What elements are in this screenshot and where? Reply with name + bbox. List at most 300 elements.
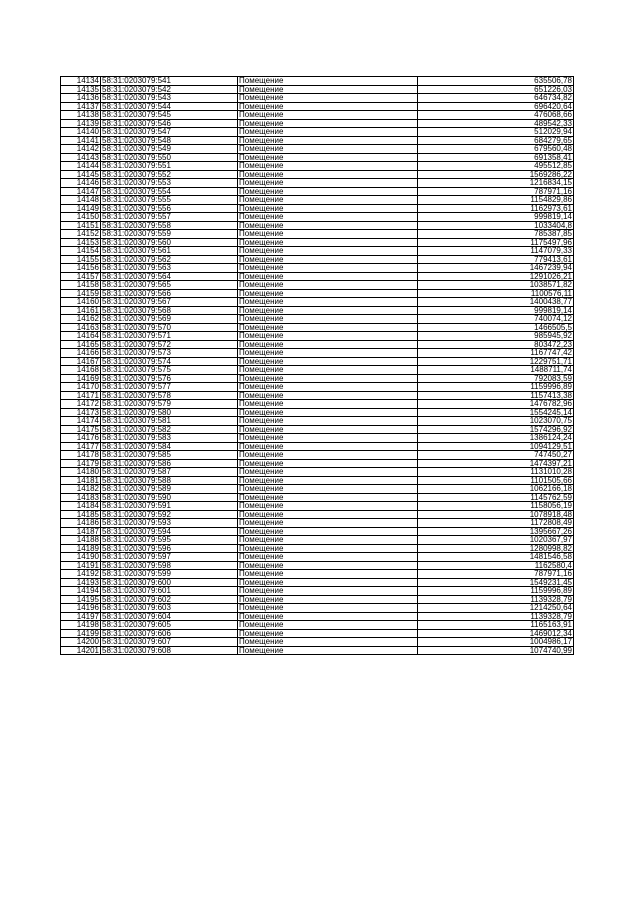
object-type-cell: Помещение xyxy=(238,646,418,655)
cadastral-value-cell: 1162580,4 xyxy=(418,561,574,570)
row-number-cell: 14161 xyxy=(61,306,101,315)
table-row xyxy=(61,621,574,630)
row-number-cell: 14201 xyxy=(61,646,101,655)
object-type-cell: Помещение xyxy=(238,587,418,596)
table-row xyxy=(61,255,574,264)
cadastral-number-cell: 58:31:0203079:608 xyxy=(101,646,238,655)
cadastral-number-cell: 58:31:0203079:545 xyxy=(101,111,238,120)
object-type-cell: Помещение xyxy=(238,638,418,647)
row-number-cell: 14175 xyxy=(61,425,101,434)
object-type-cell: Помещение xyxy=(238,374,418,383)
table-row xyxy=(61,519,574,528)
table-row xyxy=(61,153,574,162)
cadastral-value-cell: 1101505,66 xyxy=(418,476,574,485)
row-number-cell: 14186 xyxy=(61,519,101,528)
object-type-cell: Помещение xyxy=(238,578,418,587)
table-row xyxy=(61,442,574,451)
cadastral-number-cell: 58:31:0203079:562 xyxy=(101,255,238,264)
table-row xyxy=(61,459,574,468)
table-row xyxy=(61,374,574,383)
row-number-cell: 14183 xyxy=(61,493,101,502)
table-row xyxy=(61,306,574,315)
table-row xyxy=(61,425,574,434)
cadastral-number-cell: 58:31:0203079:572 xyxy=(101,340,238,349)
cadastral-value-cell: 1154829,86 xyxy=(418,196,574,205)
cadastral-number-cell: 58:31:0203079:581 xyxy=(101,417,238,426)
object-type-cell: Помещение xyxy=(238,621,418,630)
table-row xyxy=(61,323,574,332)
object-type-cell: Помещение xyxy=(238,417,418,426)
row-number-cell: 14150 xyxy=(61,213,101,222)
table-row xyxy=(61,485,574,494)
object-type-cell: Помещение xyxy=(238,561,418,570)
cadastral-number-cell: 58:31:0203079:561 xyxy=(101,247,238,256)
table-row xyxy=(61,417,574,426)
cadastral-value-cell: 1147079,33 xyxy=(418,247,574,256)
row-number-cell: 14170 xyxy=(61,383,101,392)
cadastral-number-cell: 58:31:0203079:593 xyxy=(101,519,238,528)
cadastral-value-cell: 1469012,34 xyxy=(418,629,574,638)
table-body xyxy=(61,77,574,655)
cadastral-number-cell: 58:31:0203079:578 xyxy=(101,391,238,400)
cadastral-number-cell: 58:31:0203079:586 xyxy=(101,459,238,468)
table-row xyxy=(61,638,574,647)
cadastral-value-cell: 1033404,8 xyxy=(418,221,574,230)
cadastral-number-cell: 58:31:0203079:548 xyxy=(101,136,238,145)
cadastral-number-cell: 58:31:0203079:588 xyxy=(101,476,238,485)
table-row xyxy=(61,383,574,392)
row-number-cell: 14173 xyxy=(61,408,101,417)
cadastral-number-cell: 58:31:0203079:580 xyxy=(101,408,238,417)
row-number-cell: 14138 xyxy=(61,111,101,120)
object-type-cell: Помещение xyxy=(238,357,418,366)
cadastral-number-cell: 58:31:0203079:547 xyxy=(101,128,238,137)
cadastral-value-cell: 1488711,74 xyxy=(418,366,574,375)
object-type-cell: Помещение xyxy=(238,272,418,281)
object-type-cell: Помещение xyxy=(238,510,418,519)
cadastral-value-cell: 1400438,77 xyxy=(418,298,574,307)
row-number-cell: 14149 xyxy=(61,204,101,213)
table-row xyxy=(61,587,574,596)
table-row xyxy=(61,102,574,111)
table-row xyxy=(61,604,574,613)
row-number-cell: 14136 xyxy=(61,94,101,103)
row-number-cell: 14181 xyxy=(61,476,101,485)
cadastral-value-cell: 1395667,26 xyxy=(418,527,574,536)
cadastral-number-cell: 58:31:0203079:594 xyxy=(101,527,238,536)
row-number-cell: 14152 xyxy=(61,230,101,239)
object-type-cell: Помещение xyxy=(238,77,418,86)
cadastral-value-cell: 635506,78 xyxy=(418,77,574,86)
cadastral-value-cell: 1165163,91 xyxy=(418,621,574,630)
cadastral-number-cell: 58:31:0203079:575 xyxy=(101,366,238,375)
cadastral-value-cell: 740074,12 xyxy=(418,315,574,324)
cadastral-number-cell: 58:31:0203079:584 xyxy=(101,442,238,451)
cadastral-value-cell: 1476782,96 xyxy=(418,400,574,409)
cadastral-value-cell: 489542,33 xyxy=(418,119,574,128)
table-row xyxy=(61,366,574,375)
cadastral-value-cell: 1139328,79 xyxy=(418,612,574,621)
object-type-cell: Помещение xyxy=(238,570,418,579)
row-number-cell: 14141 xyxy=(61,136,101,145)
table-row xyxy=(61,570,574,579)
cadastral-number-cell: 58:31:0203079:607 xyxy=(101,638,238,647)
cadastral-value-cell: 646734,82 xyxy=(418,94,574,103)
row-number-cell: 14159 xyxy=(61,289,101,298)
object-type-cell: Помещение xyxy=(238,425,418,434)
object-type-cell: Помещение xyxy=(238,604,418,613)
object-type-cell: Помещение xyxy=(238,476,418,485)
table-row xyxy=(61,391,574,400)
cadastral-value-cell: 512029,94 xyxy=(418,128,574,137)
cadastral-number-cell: 58:31:0203079:599 xyxy=(101,570,238,579)
table-row xyxy=(61,315,574,324)
cadastral-value-cell: 785387,85 xyxy=(418,230,574,239)
row-number-cell: 14168 xyxy=(61,366,101,375)
object-type-cell: Помещение xyxy=(238,442,418,451)
cadastral-value-cell: 787971,16 xyxy=(418,570,574,579)
row-number-cell: 14160 xyxy=(61,298,101,307)
object-type-cell: Помещение xyxy=(238,349,418,358)
cadastral-value-cell: 1162973,61 xyxy=(418,204,574,213)
object-type-cell: Помещение xyxy=(238,255,418,264)
table-row xyxy=(61,204,574,213)
table-row xyxy=(61,289,574,298)
table-row xyxy=(61,230,574,239)
object-type-cell: Помещение xyxy=(238,281,418,290)
cadastral-number-cell: 58:31:0203079:587 xyxy=(101,468,238,477)
cadastral-value-cell: 1100576,11 xyxy=(418,289,574,298)
row-number-cell: 14190 xyxy=(61,553,101,562)
table-row xyxy=(61,281,574,290)
cadastral-number-cell: 58:31:0203079:589 xyxy=(101,485,238,494)
table-row xyxy=(61,213,574,222)
table-row xyxy=(61,77,574,86)
cadastral-number-cell: 58:31:0203079:571 xyxy=(101,332,238,341)
object-type-cell: Помещение xyxy=(238,612,418,621)
cadastral-number-cell: 58:31:0203079:601 xyxy=(101,587,238,596)
table-row xyxy=(61,94,574,103)
cadastral-number-cell: 58:31:0203079:551 xyxy=(101,162,238,171)
table-row xyxy=(61,349,574,358)
object-type-cell: Помещение xyxy=(238,85,418,94)
object-type-cell: Помещение xyxy=(238,136,418,145)
object-type-cell: Помещение xyxy=(238,332,418,341)
table-row xyxy=(61,340,574,349)
table-row xyxy=(61,527,574,536)
row-number-cell: 14146 xyxy=(61,179,101,188)
cadastral-value-cell: 999819,14 xyxy=(418,306,574,315)
row-number-cell: 14151 xyxy=(61,221,101,230)
cadastral-value-cell: 1481546,58 xyxy=(418,553,574,562)
table-row xyxy=(61,408,574,417)
cadastral-number-cell: 58:31:0203079:549 xyxy=(101,145,238,154)
table-row xyxy=(61,264,574,273)
cadastral-number-cell: 58:31:0203079:553 xyxy=(101,179,238,188)
cadastral-number-cell: 58:31:0203079:557 xyxy=(101,213,238,222)
object-type-cell: Помещение xyxy=(238,230,418,239)
cadastral-number-cell: 58:31:0203079:544 xyxy=(101,102,238,111)
object-type-cell: Помещение xyxy=(238,434,418,443)
object-type-cell: Помещение xyxy=(238,264,418,273)
cadastral-number-cell: 58:31:0203079:576 xyxy=(101,374,238,383)
cadastral-number-cell: 58:31:0203079:602 xyxy=(101,595,238,604)
cadastral-value-table xyxy=(60,76,574,655)
cadastral-number-cell: 58:31:0203079:559 xyxy=(101,230,238,239)
object-type-cell: Помещение xyxy=(238,459,418,468)
object-type-cell: Помещение xyxy=(238,502,418,511)
table-row xyxy=(61,493,574,502)
cadastral-value-cell: 651226,03 xyxy=(418,85,574,94)
row-number-cell: 14139 xyxy=(61,119,101,128)
object-type-cell: Помещение xyxy=(238,553,418,562)
row-number-cell: 14163 xyxy=(61,323,101,332)
cadastral-value-cell: 1175497,96 xyxy=(418,238,574,247)
table-row xyxy=(61,595,574,604)
object-type-cell: Помещение xyxy=(238,196,418,205)
object-type-cell: Помещение xyxy=(238,298,418,307)
object-type-cell: Помещение xyxy=(238,323,418,332)
cadastral-number-cell: 58:31:0203079:558 xyxy=(101,221,238,230)
row-number-cell: 14177 xyxy=(61,442,101,451)
row-number-cell: 14176 xyxy=(61,434,101,443)
cadastral-number-cell: 58:31:0203079:567 xyxy=(101,298,238,307)
table-row xyxy=(61,536,574,545)
cadastral-value-cell: 1094129,51 xyxy=(418,442,574,451)
row-number-cell: 14184 xyxy=(61,502,101,511)
row-number-cell: 14143 xyxy=(61,153,101,162)
cadastral-value-cell: 1386124,24 xyxy=(418,434,574,443)
cadastral-value-cell: 1159996,89 xyxy=(418,587,574,596)
cadastral-number-cell: 58:31:0203079:556 xyxy=(101,204,238,213)
table-row xyxy=(61,187,574,196)
object-type-cell: Помещение xyxy=(238,102,418,111)
cadastral-number-cell: 58:31:0203079:592 xyxy=(101,510,238,519)
cadastral-number-cell: 58:31:0203079:591 xyxy=(101,502,238,511)
row-number-cell: 14147 xyxy=(61,187,101,196)
cadastral-number-cell: 58:31:0203079:541 xyxy=(101,77,238,86)
table-row xyxy=(61,162,574,171)
row-number-cell: 14156 xyxy=(61,264,101,273)
cadastral-number-cell: 58:31:0203079:555 xyxy=(101,196,238,205)
cadastral-number-cell: 58:31:0203079:579 xyxy=(101,400,238,409)
table-row xyxy=(61,111,574,120)
object-type-cell: Помещение xyxy=(238,468,418,477)
object-type-cell: Помещение xyxy=(238,493,418,502)
cadastral-value-cell: 1074740,99 xyxy=(418,646,574,655)
cadastral-value-cell: 1020367,97 xyxy=(418,536,574,545)
cadastral-number-cell: 58:31:0203079:590 xyxy=(101,493,238,502)
table-row xyxy=(61,221,574,230)
row-number-cell: 14166 xyxy=(61,349,101,358)
row-number-cell: 14197 xyxy=(61,612,101,621)
cadastral-value-cell: 696420,64 xyxy=(418,102,574,111)
table-row xyxy=(61,332,574,341)
table-row xyxy=(61,510,574,519)
cadastral-value-cell: 1062166,18 xyxy=(418,485,574,494)
object-type-cell: Помещение xyxy=(238,451,418,460)
cadastral-number-cell: 58:31:0203079:568 xyxy=(101,306,238,315)
row-number-cell: 14157 xyxy=(61,272,101,281)
cadastral-value-cell: 1157413,38 xyxy=(418,391,574,400)
object-type-cell: Помещение xyxy=(238,408,418,417)
object-type-cell: Помещение xyxy=(238,179,418,188)
row-number-cell: 14194 xyxy=(61,587,101,596)
cadastral-number-cell: 58:31:0203079:585 xyxy=(101,451,238,460)
row-number-cell: 14192 xyxy=(61,570,101,579)
row-number-cell: 14145 xyxy=(61,170,101,179)
cadastral-number-cell: 58:31:0203079:569 xyxy=(101,315,238,324)
row-number-cell: 14189 xyxy=(61,544,101,553)
cadastral-number-cell: 58:31:0203079:570 xyxy=(101,323,238,332)
cadastral-value-cell: 1131010,28 xyxy=(418,468,574,477)
row-number-cell: 14154 xyxy=(61,247,101,256)
cadastral-value-cell: 1158056,19 xyxy=(418,502,574,511)
table-row xyxy=(61,85,574,94)
cadastral-number-cell: 58:31:0203079:600 xyxy=(101,578,238,587)
object-type-cell: Помещение xyxy=(238,485,418,494)
cadastral-number-cell: 58:31:0203079:564 xyxy=(101,272,238,281)
cadastral-value-cell: 1569286,22 xyxy=(418,170,574,179)
cadastral-value-cell: 1229751,71 xyxy=(418,357,574,366)
cadastral-number-cell: 58:31:0203079:595 xyxy=(101,536,238,545)
row-number-cell: 14193 xyxy=(61,578,101,587)
table-row xyxy=(61,434,574,443)
object-type-cell: Помещение xyxy=(238,162,418,171)
cadastral-value-cell: 1214250,64 xyxy=(418,604,574,613)
cadastral-value-cell: 1280998,82 xyxy=(418,544,574,553)
object-type-cell: Помещение xyxy=(238,391,418,400)
cadastral-value-cell: 803472,23 xyxy=(418,340,574,349)
row-number-cell: 14172 xyxy=(61,400,101,409)
object-type-cell: Помещение xyxy=(238,238,418,247)
row-number-cell: 14171 xyxy=(61,391,101,400)
cadastral-value-cell: 792083,59 xyxy=(418,374,574,383)
cadastral-value-cell: 684279,65 xyxy=(418,136,574,145)
table-row xyxy=(61,238,574,247)
cadastral-value-cell: 1467239,94 xyxy=(418,264,574,273)
cadastral-number-cell: 58:31:0203079:543 xyxy=(101,94,238,103)
cadastral-value-cell: 1574296,92 xyxy=(418,425,574,434)
object-type-cell: Помещение xyxy=(238,153,418,162)
row-number-cell: 14164 xyxy=(61,332,101,341)
cadastral-value-cell: 1004986,17 xyxy=(418,638,574,647)
table-row xyxy=(61,272,574,281)
row-number-cell: 14191 xyxy=(61,561,101,570)
object-type-cell: Помещение xyxy=(238,119,418,128)
object-type-cell: Помещение xyxy=(238,340,418,349)
object-type-cell: Помещение xyxy=(238,204,418,213)
cadastral-number-cell: 58:31:0203079:560 xyxy=(101,238,238,247)
table-row xyxy=(61,119,574,128)
object-type-cell: Помещение xyxy=(238,536,418,545)
row-number-cell: 14148 xyxy=(61,196,101,205)
cadastral-number-cell: 58:31:0203079:574 xyxy=(101,357,238,366)
row-number-cell: 14179 xyxy=(61,459,101,468)
object-type-cell: Помещение xyxy=(238,289,418,298)
row-number-cell: 14153 xyxy=(61,238,101,247)
cadastral-value-cell: 1167747,42 xyxy=(418,349,574,358)
row-number-cell: 14158 xyxy=(61,281,101,290)
row-number-cell: 14134 xyxy=(61,77,101,86)
row-number-cell: 14165 xyxy=(61,340,101,349)
object-type-cell: Помещение xyxy=(238,247,418,256)
table-row xyxy=(61,145,574,154)
cadastral-value-cell: 1549231,45 xyxy=(418,578,574,587)
object-type-cell: Помещение xyxy=(238,170,418,179)
cadastral-number-cell: 58:31:0203079:604 xyxy=(101,612,238,621)
object-type-cell: Помещение xyxy=(238,595,418,604)
table-row xyxy=(61,578,574,587)
cadastral-value-cell: 1216834,15 xyxy=(418,179,574,188)
cadastral-value-cell: 999819,14 xyxy=(418,213,574,222)
object-type-cell: Помещение xyxy=(238,187,418,196)
object-type-cell: Помещение xyxy=(238,315,418,324)
cadastral-number-cell: 58:31:0203079:563 xyxy=(101,264,238,273)
table-row xyxy=(61,357,574,366)
table-row xyxy=(61,170,574,179)
object-type-cell: Помещение xyxy=(238,94,418,103)
row-number-cell: 14180 xyxy=(61,468,101,477)
table-row xyxy=(61,476,574,485)
cadastral-value-cell: 1078918,48 xyxy=(418,510,574,519)
object-type-cell: Помещение xyxy=(238,383,418,392)
cadastral-number-cell: 58:31:0203079:550 xyxy=(101,153,238,162)
row-number-cell: 14144 xyxy=(61,162,101,171)
cadastral-value-cell: 1139328,79 xyxy=(418,595,574,604)
table-row xyxy=(61,136,574,145)
row-number-cell: 14200 xyxy=(61,638,101,647)
row-number-cell: 14162 xyxy=(61,315,101,324)
cadastral-number-cell: 58:31:0203079:598 xyxy=(101,561,238,570)
table-row xyxy=(61,561,574,570)
row-number-cell: 14155 xyxy=(61,255,101,264)
object-type-cell: Помещение xyxy=(238,544,418,553)
object-type-cell: Помещение xyxy=(238,111,418,120)
cadastral-value-cell: 985945,92 xyxy=(418,332,574,341)
cadastral-number-cell: 58:31:0203079:582 xyxy=(101,425,238,434)
cadastral-value-cell: 495512,85 xyxy=(418,162,574,171)
cadastral-value-cell: 691358,41 xyxy=(418,153,574,162)
row-number-cell: 14185 xyxy=(61,510,101,519)
cadastral-value-cell: 679560,48 xyxy=(418,145,574,154)
table-row xyxy=(61,502,574,511)
table-row xyxy=(61,451,574,460)
cadastral-number-cell: 58:31:0203079:583 xyxy=(101,434,238,443)
table-row xyxy=(61,468,574,477)
table-row xyxy=(61,196,574,205)
object-type-cell: Помещение xyxy=(238,519,418,528)
cadastral-number-cell: 58:31:0203079:546 xyxy=(101,119,238,128)
object-type-cell: Помещение xyxy=(238,145,418,154)
row-number-cell: 14174 xyxy=(61,417,101,426)
table-row xyxy=(61,400,574,409)
table-row xyxy=(61,179,574,188)
table-row xyxy=(61,298,574,307)
row-number-cell: 14199 xyxy=(61,629,101,638)
cadastral-number-cell: 58:31:0203079:597 xyxy=(101,553,238,562)
table-row xyxy=(61,629,574,638)
row-number-cell: 14187 xyxy=(61,527,101,536)
cadastral-value-cell: 1291026,21 xyxy=(418,272,574,281)
cadastral-value-cell: 1466505,5 xyxy=(418,323,574,332)
row-number-cell: 14137 xyxy=(61,102,101,111)
row-number-cell: 14169 xyxy=(61,374,101,383)
row-number-cell: 14142 xyxy=(61,145,101,154)
cadastral-number-cell: 58:31:0203079:577 xyxy=(101,383,238,392)
cadastral-number-cell: 58:31:0203079:566 xyxy=(101,289,238,298)
cadastral-number-cell: 58:31:0203079:565 xyxy=(101,281,238,290)
